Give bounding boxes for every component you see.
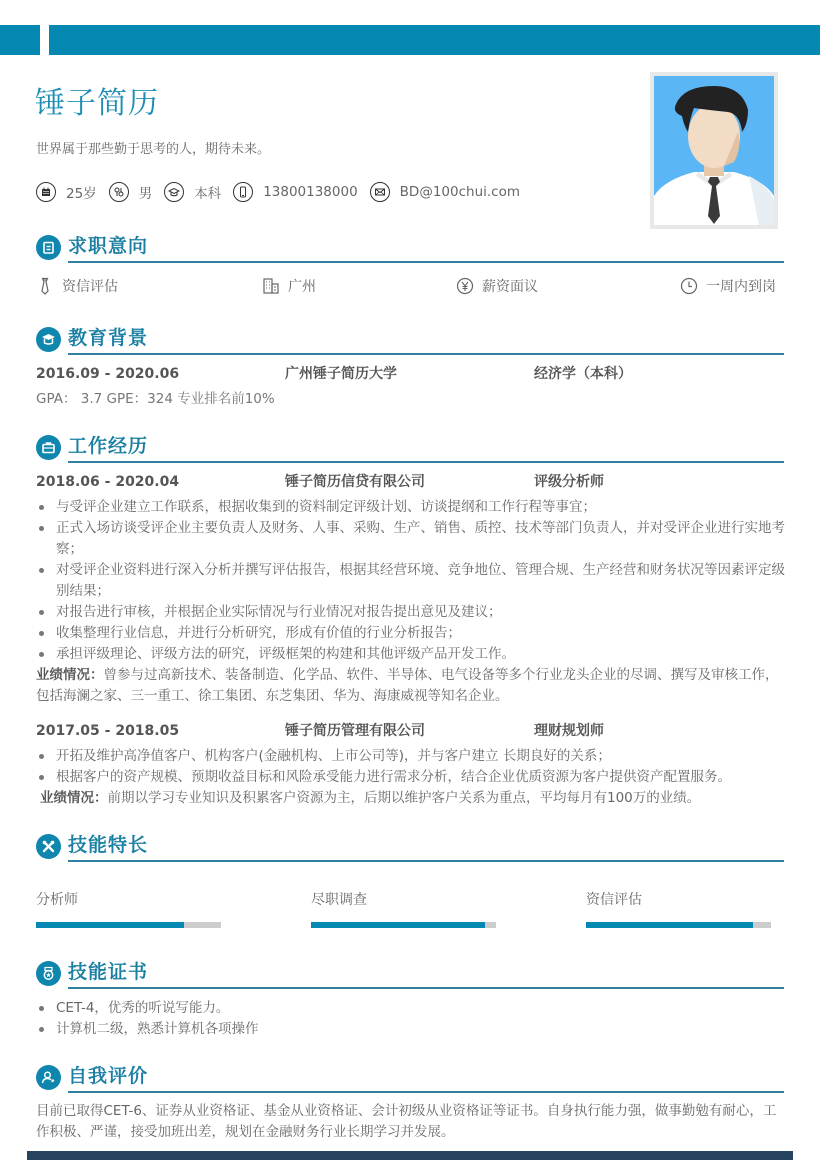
section-header-self	[36, 1062, 784, 1092]
skill-item	[586, 890, 771, 910]
performance-label: 业绩情况：	[40, 790, 108, 806]
phone-icon	[233, 182, 253, 202]
section-header-work	[36, 432, 784, 462]
section-divider	[68, 860, 784, 862]
section-header-certs	[36, 958, 784, 988]
intent-salary: 薪资面议	[456, 276, 538, 296]
briefcase-icon	[36, 435, 61, 460]
skill-item	[36, 890, 221, 910]
education-school: 广州锤子简历大学	[285, 366, 397, 382]
skill-progress-bar	[586, 922, 771, 928]
degree-text: 本科	[194, 186, 222, 202]
tools-icon	[36, 834, 61, 859]
section-header-education	[36, 324, 784, 354]
gender-icon	[109, 182, 129, 202]
top-accent-bar-small	[0, 25, 40, 55]
gender-text: 男	[138, 186, 153, 202]
clipboard-icon	[36, 235, 61, 260]
footer-bar	[27, 1151, 793, 1160]
performance-label: 业绩情况：	[36, 667, 104, 683]
section-header-intent	[36, 232, 784, 262]
job-period: 2018.06 - 2020.04	[36, 474, 180, 490]
graduation-cap-icon	[164, 182, 184, 202]
job-entry-header	[36, 721, 784, 741]
list-item: CET-4，优秀的听说写能力。	[36, 998, 786, 1019]
performance-text: 曾参与过高新技术、装备制造、化学品、软件、半导体、电气设备等多个行业龙头企业的尽调、撰写及审核工作，包括海澜之家、三一重工、徐工集团、东芝集团、华为、海康威视等知名企业。	[36, 667, 779, 704]
list-item: 正式入场访谈受评企业主要负责人及财务、人事、采购、生产、销售、质控、技术等部门负责人，并对受评企业进行实地考察；	[36, 518, 786, 560]
skill-progress-bar	[311, 922, 496, 928]
personal-info-row	[36, 181, 532, 203]
mail-icon	[370, 182, 390, 202]
education-major: 经济学（本科）	[534, 366, 632, 382]
intent-position: 资信评估	[36, 276, 118, 296]
job-intent-row	[36, 276, 784, 298]
list-item: 收集整理行业信息，并进行分析研究，形成有价值的行业分析报告；	[36, 623, 786, 644]
skill-label: 尽职调查	[311, 892, 367, 908]
job-role: 评级分析师	[534, 474, 604, 490]
phone-text[interactable]: 13800138000	[263, 184, 358, 200]
list-item: 根据客户的资产规模、预期收益目标和风险承受能力进行需求分析，结合企业优质资源为客户提供资产配置服务。	[36, 767, 786, 788]
section-title: 自我评价	[68, 1065, 149, 1087]
list-item: 对受评企业资料进行深入分析并撰写评估报告，根据其经营环境、竞争地位、管理合规、生产经营和财务状况等因素评定级别结果；	[36, 560, 786, 602]
graduation-icon	[36, 327, 61, 352]
skill-progress-bar	[36, 922, 221, 928]
skill-label: 分析师	[36, 892, 78, 908]
section-title: 工作经历	[68, 435, 149, 457]
education-period: 2016.09 - 2020.06	[36, 366, 180, 382]
education-detail: GPA： 3.7 GPE：324 专业排名前10%	[36, 391, 275, 407]
performance-text: 前期以学习专业知识及积累客户资源为主，后期以维护客户关系为重点，平均每月有100万的业绩。	[107, 790, 701, 806]
skill-item	[311, 890, 496, 910]
job-performance	[40, 788, 790, 809]
section-divider	[68, 461, 784, 463]
section-title: 技能证书	[68, 961, 149, 983]
section-divider	[68, 353, 784, 355]
avatar	[654, 76, 774, 225]
list-item: 承担评级理论、评级方法的研究，评级框架的构建和其他评级产品开发工作。	[36, 644, 786, 665]
section-divider	[68, 987, 784, 989]
resume-motto: 世界属于那些勤于思考的人，期待未来。	[36, 142, 271, 157]
user-icon	[36, 1065, 61, 1090]
yen-icon	[456, 277, 474, 295]
section-divider	[68, 261, 784, 263]
intent-availability: 一周内到岗	[680, 276, 776, 296]
list-item: 与受评企业建立工作联系，根据收集到的资料制定评级计划、访谈提纲和工作行程等事宜；	[36, 497, 786, 518]
job-period: 2017.05 - 2018.05	[36, 723, 180, 739]
skill-label: 资信评估	[586, 892, 642, 908]
list-item: 计算机二级，熟悉计算机各项操作	[36, 1019, 786, 1040]
age-text: 25岁	[66, 186, 97, 202]
section-header-skills	[36, 831, 784, 861]
medal-icon	[36, 961, 61, 986]
clock-icon	[680, 277, 698, 295]
list-item: 开拓及维护高净值客户、机构客户(金融机构、上市公司等)，并与客户建立 长期良好的关系；	[36, 746, 786, 767]
resume-name: 锤子简历	[35, 86, 159, 121]
job-duties-list	[36, 497, 786, 665]
self-evaluation-text: 目前已取得CET-6、证券从业资格证、基金从业资格证、会计初级从业资格证等证书。自身执行能力强，做事勤勉有耐心，工作积极、严谨，接受加班出差，规划在金融财务行业长期学习并发展。	[36, 1103, 777, 1140]
job-performance	[36, 665, 786, 707]
intent-city: 广州	[262, 276, 316, 296]
certs-list	[36, 998, 786, 1040]
job-entry-header	[36, 472, 784, 492]
education-entry-header	[36, 364, 784, 384]
profile-photo-frame	[650, 72, 778, 229]
job-company: 锤子简历信贷有限公司	[285, 474, 425, 490]
skill-progress-fill	[36, 922, 184, 928]
section-title: 技能特长	[68, 834, 149, 856]
section-title: 求职意向	[68, 235, 149, 257]
section-title: 教育背景	[68, 327, 149, 349]
list-item: 对报告进行审核，并根据企业实际情况与行业情况对报告提出意见及建议；	[36, 602, 786, 623]
calendar-icon	[36, 182, 56, 202]
skill-progress-fill	[586, 922, 753, 928]
section-divider	[68, 1091, 784, 1093]
top-accent-bar	[49, 25, 820, 55]
job-company: 锤子简历管理有限公司	[285, 723, 425, 739]
building-icon	[262, 277, 280, 295]
skill-progress-fill	[311, 922, 485, 928]
tie-icon	[36, 277, 54, 295]
job-duties-list	[36, 746, 786, 788]
email-text[interactable]: BD@100chui.com	[399, 184, 521, 200]
job-role: 理财规划师	[534, 723, 604, 739]
